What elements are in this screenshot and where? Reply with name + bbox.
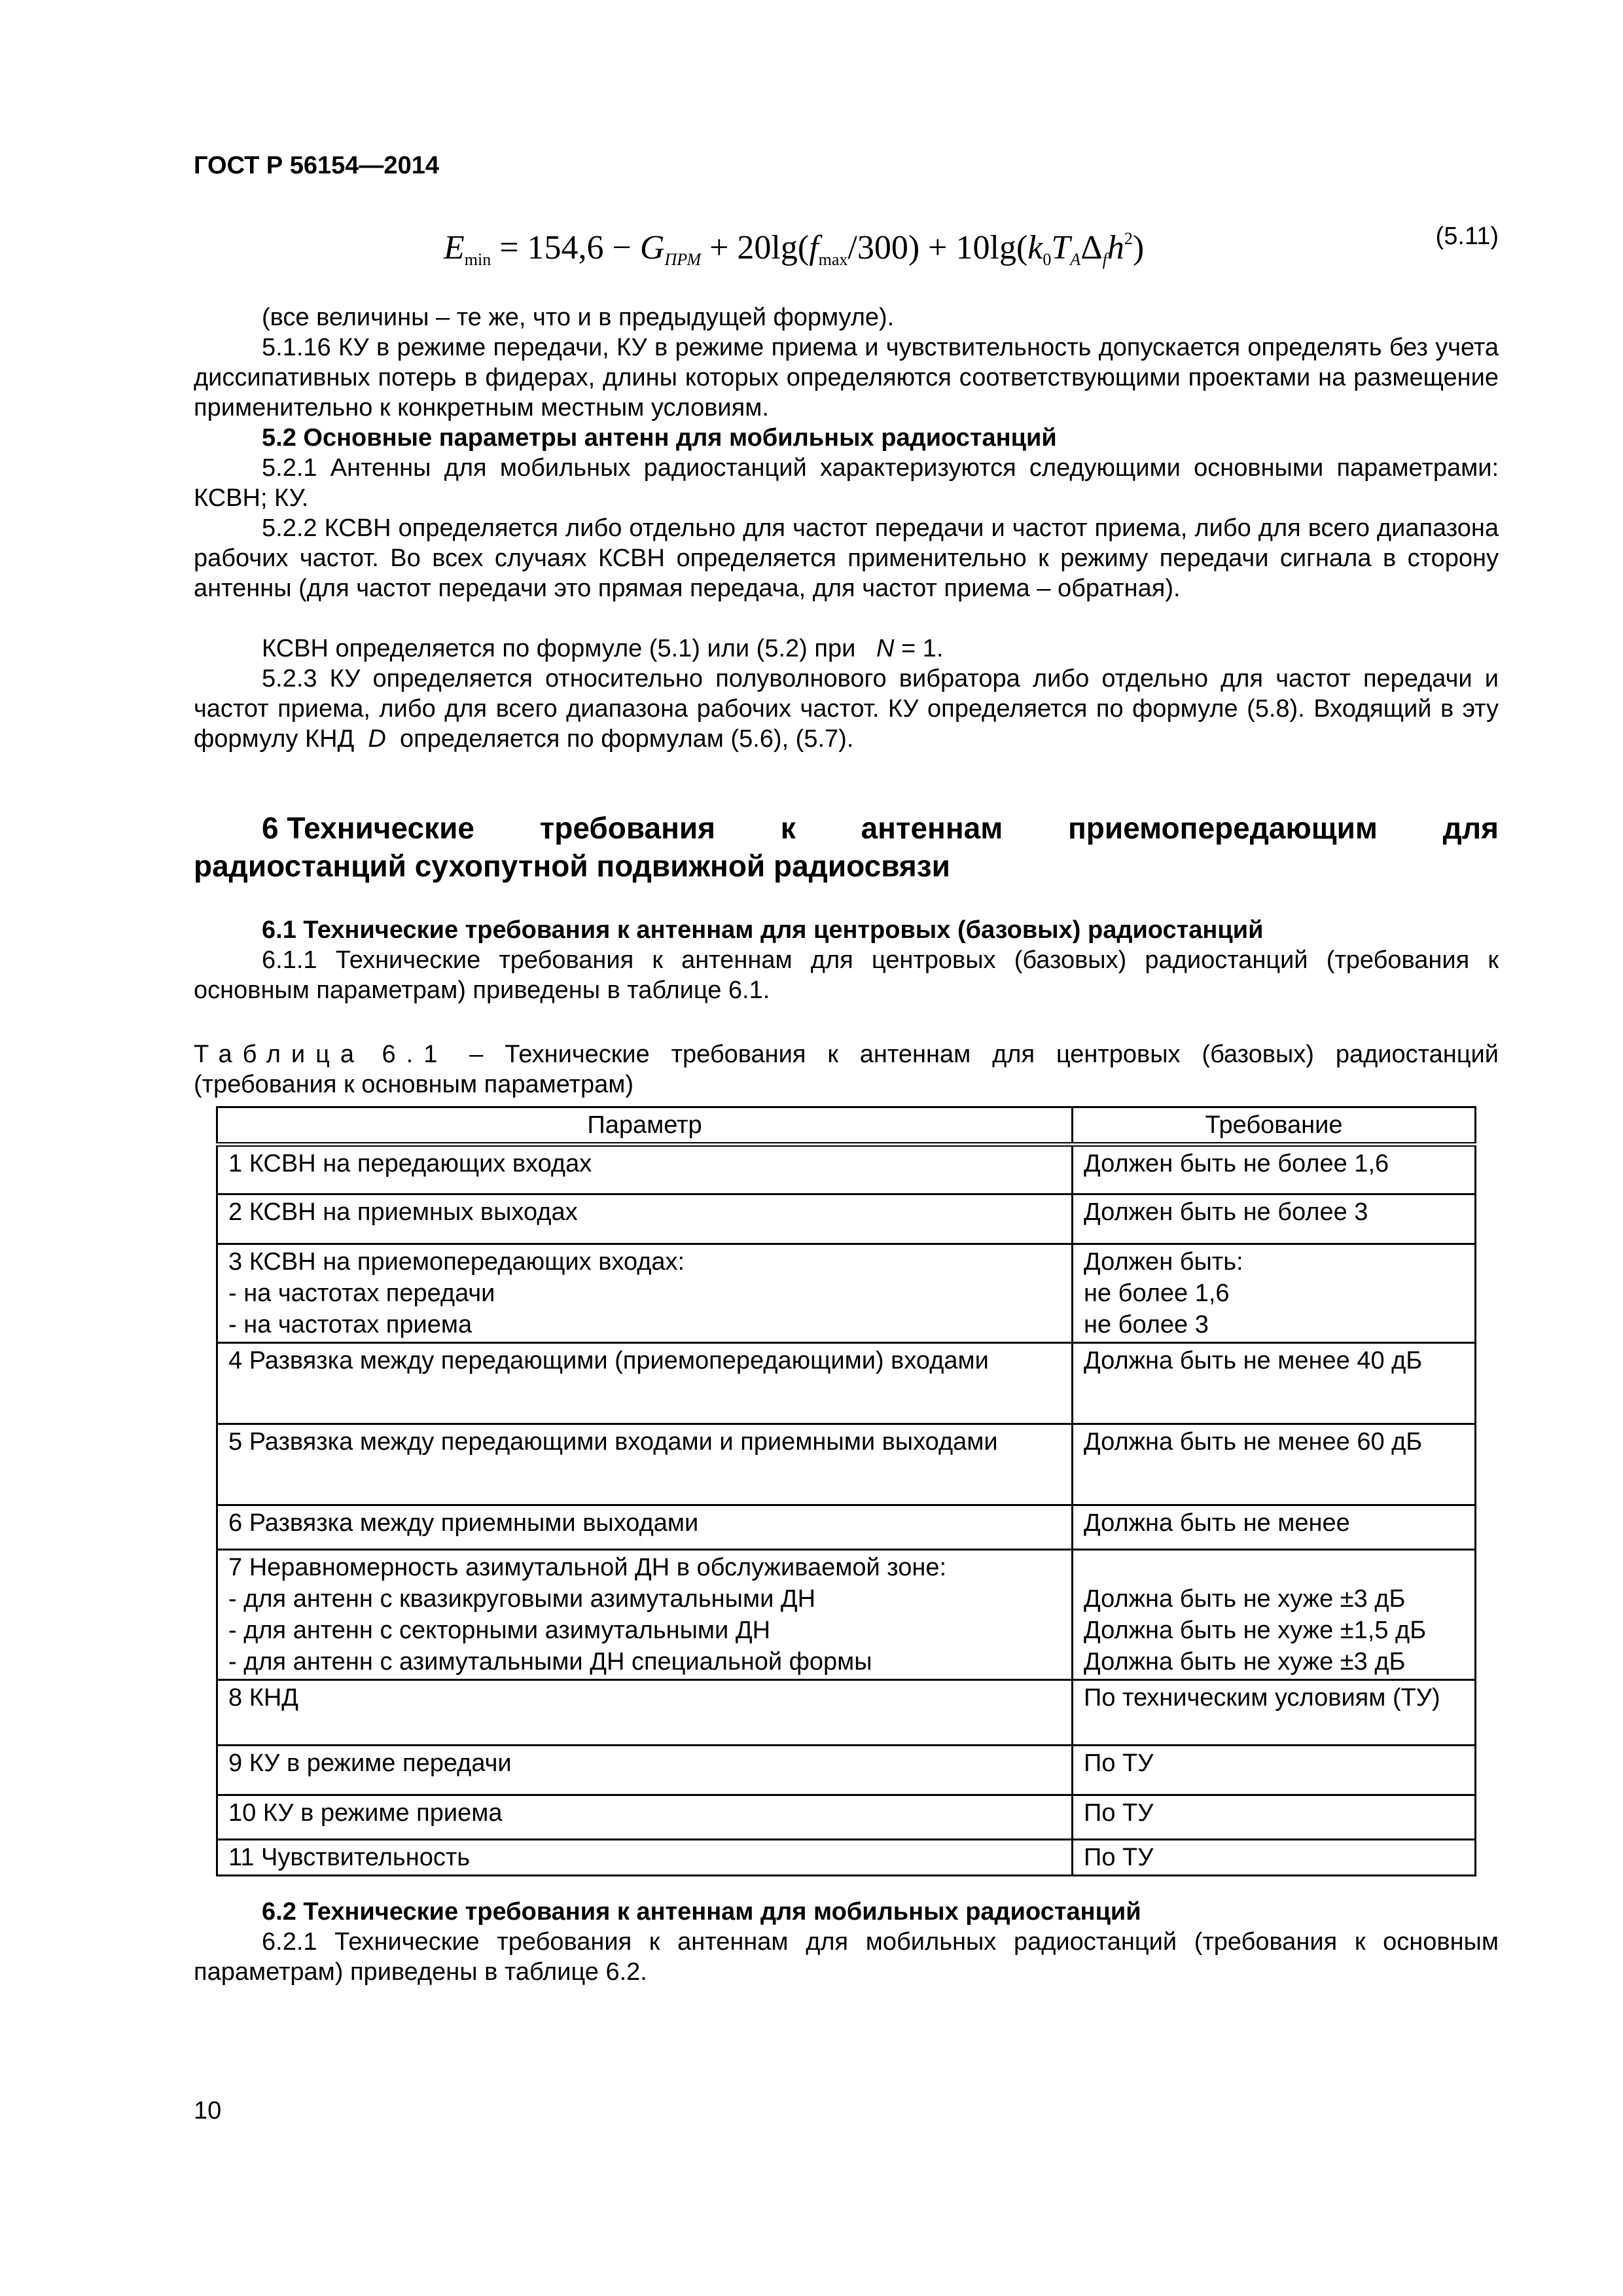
section-6-heading <box>194 809 1499 885</box>
table-row <box>217 1746 1476 1795</box>
table-row <box>217 1424 1476 1505</box>
table-row <box>217 1680 1476 1746</box>
parameter-cell: 10 КУ в режиме приема <box>217 1795 1073 1840</box>
parameter-cell: 11 Чувствительность <box>217 1840 1073 1876</box>
table-label: Таблица 6.1 <box>194 1041 448 1068</box>
requirement-cell: По ТУ <box>1073 1795 1476 1840</box>
page-number: 10 <box>194 2097 222 2125</box>
paragraph: 6.1.1 Технические требования к антеннам для центровых (базовых) радиостанций (требования к основным параметрам) приведены в таблице 6.1. <box>194 946 1499 1004</box>
requirement-cell: Должна быть не менее 40 дБ <box>1073 1343 1476 1424</box>
table-row <box>217 1145 1476 1194</box>
parameter-cell: 3 КСВН на приемопередающих входах: - на частотах передачи - на частотах приема <box>217 1244 1073 1343</box>
paragraph <box>194 634 1499 664</box>
paragraph: 5.2.1 Антенны для мобильных радиостанций характеризуются следующими основными параметрами: КСВН; КУ. <box>194 454 1499 512</box>
caption-line-2: (требования к основным параметрам) <box>194 1071 634 1098</box>
paragraph: 6.2.1 Технические требования к антеннам для мобильных радиостанций (требования к основным параметрам) приведены в таблице 6.2. <box>194 1928 1499 1986</box>
requirement-cell: Должна быть не менее 60 дБ <box>1073 1424 1476 1505</box>
caption-word: к <box>827 1041 838 1068</box>
caption-word: антеннам <box>859 1041 971 1068</box>
table-row <box>217 1505 1476 1550</box>
heading-line-2: радиостанций сухопутной подвижной радиосвязи <box>194 849 950 883</box>
table-header-row <box>217 1107 1476 1145</box>
requirement-cell: По техническим условиям (ТУ) <box>1073 1680 1476 1746</box>
heading-word: к <box>780 811 796 845</box>
caption-word: (базовых) <box>1202 1041 1314 1068</box>
table-row <box>217 1795 1476 1840</box>
paragraph-text: определяется по формулам (5.6), (5.7). <box>400 725 854 753</box>
table-caption <box>194 1039 1499 1100</box>
requirement-cell: По ТУ <box>1073 1746 1476 1795</box>
requirement-cell: По ТУ <box>1073 1840 1476 1876</box>
formula-number: (5.11) <box>1435 223 1499 250</box>
formula-expression: $E_{min} = 154,6 - G_{ПРМ} + 20\lg(f_{max}/300) + 10\lg(k_0T_A\Delta_fh^2)$ <box>444 229 1145 269</box>
variable-n: N <box>876 635 895 662</box>
requirement-cell: Должен быть не более 3 <box>1073 1194 1476 1244</box>
heading-word: 6 Технические <box>262 811 474 845</box>
table-row <box>217 1840 1476 1876</box>
table-body <box>217 1145 1476 1876</box>
section-heading: 5.2 Основные параметры антенн для мобильных радиостанций <box>262 424 1057 452</box>
requirement-cell: Должен быть не более 1,6 <box>1073 1145 1476 1194</box>
table-row <box>217 1194 1476 1244</box>
document-header: ГОСТ Р 56154—2014 <box>194 152 439 179</box>
heading-word: приемопередающим <box>1068 811 1378 845</box>
caption-word: требования <box>671 1041 806 1068</box>
header-cell-requirement: Требование <box>1073 1107 1476 1145</box>
paragraph: 5.1.16 КУ в режиме передачи, КУ в режиме приема и чувствительность допускается определять без учета диссипативных потерь в фидерах, длины которых определяются соответствующими проектами на размещение применительно к конкретным местным условиям. <box>194 334 1499 422</box>
paragraph-text: 5.2.3 КУ определяется относительно полуволнового вибратора либо отдельно для частот передачи и частот приема, либо для всего диапазона рабочих частот. КУ определяется по формуле (5.8). Входящий в эту формулу КНД <box>194 665 1499 753</box>
parameter-cell: 5 Развязка между передающими входами и приемными выходами <box>217 1424 1073 1505</box>
paragraph: (все величины – те же, что и в предыдущей формуле). <box>262 304 895 331</box>
parameter-cell: 6 Развязка между приемными выходами <box>217 1505 1073 1550</box>
caption-word: Технические <box>505 1041 650 1068</box>
header-cell-parameter: Параметр <box>217 1107 1073 1145</box>
requirement-cell: Должен быть: не более 1,6 не более 3 <box>1073 1244 1476 1343</box>
paragraph <box>194 664 1499 754</box>
caption-word: радиостанций <box>1335 1041 1499 1068</box>
table-row <box>217 1244 1476 1343</box>
variable-d: D <box>368 725 386 753</box>
caption-word: – <box>469 1041 484 1068</box>
paragraph-text: = 1. <box>901 635 944 662</box>
parameter-cell: 7 Неравномерность азимутальной ДН в обслуживаемой зоне: - для антенн с квазикруговыми азимутальными ДН - для антенн с секторными азимутальными ДН - для антенн с азимутальными ДН специальной формы <box>217 1550 1073 1680</box>
heading-word: для <box>1442 811 1499 845</box>
paragraph-text: КСВН определяется по формуле (5.1) или (5.2) при <box>262 635 856 662</box>
parameter-cell: 1 КСВН на передающих входах <box>217 1145 1073 1194</box>
section-heading: 6.1 Технические требования к антеннам для центровых (базовых) радиостанций <box>262 916 1264 944</box>
table-row <box>217 1550 1476 1680</box>
formula-5-11 <box>194 216 1499 268</box>
parameter-cell: 8 КНД <box>217 1680 1073 1746</box>
requirement-cell: Должна быть не менее <box>1073 1505 1476 1550</box>
table-row <box>217 1343 1476 1424</box>
caption-word: для <box>992 1041 1035 1068</box>
heading-word: антеннам <box>861 811 1003 845</box>
paragraph: 5.2.2 КСВН определяется либо отдельно для частот передачи и частот приема, либо для всего диапазона рабочих частот. Во всех случаях КСВН определяется применительно к режиму передачи сигнала в сторону антенны (для частот передачи это прямая передача, для частот приема – обратная). <box>194 514 1499 602</box>
section-heading: 6.2 Технические требования к антеннам для мобильных радиостанций <box>262 1898 1141 1926</box>
requirement-cell: Должна быть не хуже ±3 дБ Должна быть не хуже ±1,5 дБ Должна быть не хуже ±3 дБ <box>1073 1550 1476 1680</box>
parameter-cell: 2 КСВН на приемных выходах <box>217 1194 1073 1244</box>
caption-word: центровых <box>1056 1041 1181 1068</box>
parameter-cell: 9 КУ в режиме передачи <box>217 1746 1073 1795</box>
requirements-table <box>216 1106 1476 1876</box>
heading-word: требования <box>539 811 715 845</box>
parameter-cell: 4 Развязка между передающими (приемопередающими) входами <box>217 1343 1073 1424</box>
